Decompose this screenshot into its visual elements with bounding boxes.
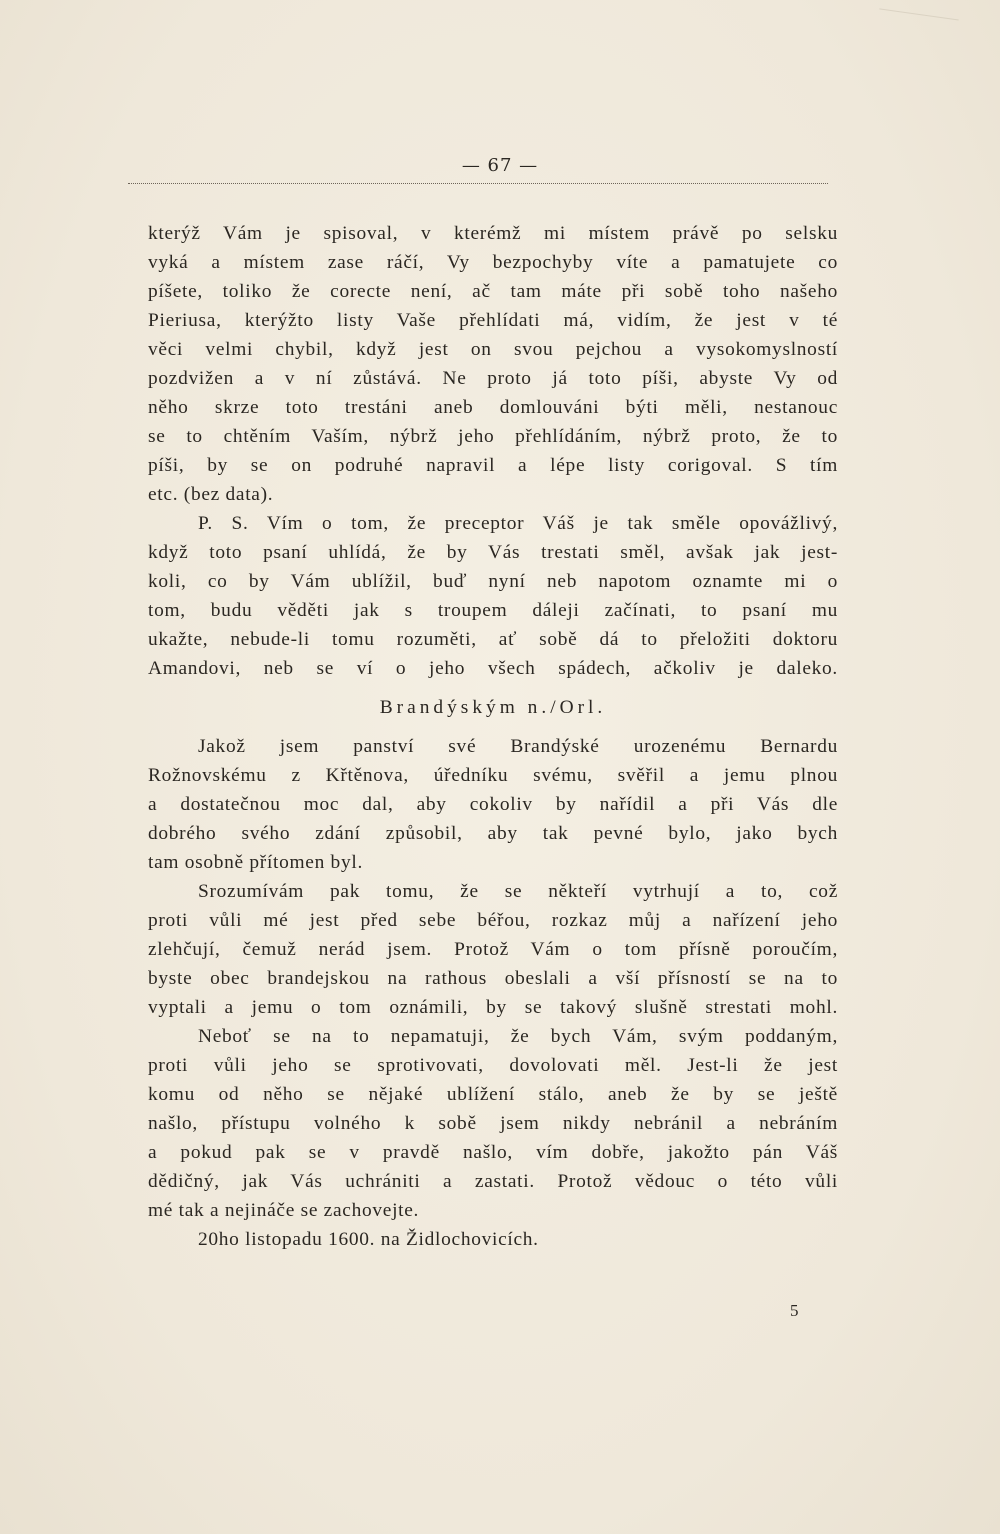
text-line: Neboť se na to nepamatuji, že bych Vám, svým poddaným, [198, 1026, 838, 1047]
text-line: kterýž Vám je spisoval, v kterémž mi místem právě po selsku [148, 223, 838, 244]
dateline: 20ho listopadu 1600. na Židlochovicích. [198, 1229, 539, 1250]
signature-mark: 5 [790, 1301, 799, 1320]
text-line: a dostatečnou moc dal, aby cokoliv by nařídil a při Vás dle [148, 794, 838, 815]
paragraph-letter-body [148, 877, 838, 1022]
text-line: koli, co by Vám ublížil, buď nyní neb napotom oznamte mi o [148, 571, 838, 592]
text-line: byste obec brandejskou na rathous obeslali a vší přísností se na to [148, 968, 838, 989]
text-line: komu od něho se nějaké ublížení stálo, aneb že by se ještě [148, 1084, 838, 1105]
text-line: P. S. Vím o tom, že preceptor Váš je tak směle opovážlivý, [198, 513, 838, 534]
text-line: Jakož jsem panství své Brandýské urozenému Bernardu [198, 736, 838, 757]
text-line: tam osobně přítomen byl. [148, 852, 363, 873]
text-line: a pokud pak se v pravdě našlo, vím dobře, jakožto pán Váš [148, 1142, 838, 1163]
text-line: tom, budu věděti jak s troupem dáleji začínati, to psaní mu [148, 600, 838, 621]
text-line: vyká a místem zase ráčí, Vy bezpochyby víte a pamatujete co [148, 252, 838, 273]
text-line: našlo, přístupu volného k sobě jsem nikdy nebránil a nebráním [148, 1113, 838, 1134]
text-line: pozdvižen a v ní zůstává. Ne proto já toto píši, abyste Vy od [148, 368, 838, 389]
text-line: se to chtěním Vaším, nýbrž jeho přehlídáním, nýbrž proto, že to [148, 426, 838, 447]
text-line: vyptali a jemu o tom oznámili, by se takový slušně strestati mohl. [148, 997, 838, 1018]
text-line: ukažte, nebude-li tomu rozuměti, ať sobě dá to přeložiti doktoru [148, 629, 838, 650]
text-line: když toto psaní uhlídá, že by Vás trestati směl, avšak jak jest- [148, 542, 838, 563]
header-rule [128, 183, 828, 184]
text-line: zlehčují, čemuž nerád jsem. Protož Vám o tom přísně poroučím, [148, 939, 838, 960]
text-line: Amandovi, neb se ví o jeho všech spádech, ačkoliv je daleko. [148, 658, 838, 679]
letter-heading: Brandýským n./Orl. [379, 697, 607, 718]
text-line: mé tak a nejináče se zachovejte. [148, 1200, 420, 1221]
text-line: píšete, toliko že corecte není, ač tam máte při sobě toho našeho [148, 281, 838, 302]
paragraph-continuation [148, 219, 838, 509]
text-line: Pieriusa, kterýžto listy Vaše přehlídati má, vidím, že jest v té [148, 310, 838, 331]
text-line: píši, by se on podruhé napravil a lépe listy corigoval. S tím [148, 455, 838, 476]
text-line: Srozumívám pak tomu, že se někteří vytrhují a to, což [198, 881, 838, 902]
text-line: něho skrze toto trestáni aneb domlouváni býti měli, nestanouc [148, 397, 838, 418]
body-text [148, 219, 838, 1254]
text-line: proti vůli mé jest před sebe béřou, rozkaz můj a nařízení jeho [148, 910, 838, 931]
text-line: dědičný, jak Vás uchrániti a zastati. Protož vědouc o této vůli [148, 1171, 838, 1192]
paragraph-postscript [148, 509, 838, 683]
scan-artifact-line [879, 0, 960, 20]
page-number: — 67 — [461, 155, 539, 176]
paragraph-letter-intro [148, 732, 838, 877]
text-line: Rožnovskému z Křtěnova, úředníku svému, svěřil a jemu plnou [148, 765, 838, 786]
text-line: proti vůli jeho se sprotivovati, dovolovati měl. Jest-li že jest [148, 1055, 838, 1076]
text-line: dobrého svého zdání způsobil, aby tak pevné bylo, jako bych [148, 823, 838, 844]
text-line: věci velmi chybil, když jest on svou pejchou a vysokomyslností [148, 339, 838, 360]
text-line: etc. (bez data). [148, 484, 274, 505]
paragraph-letter-closing [148, 1022, 838, 1225]
